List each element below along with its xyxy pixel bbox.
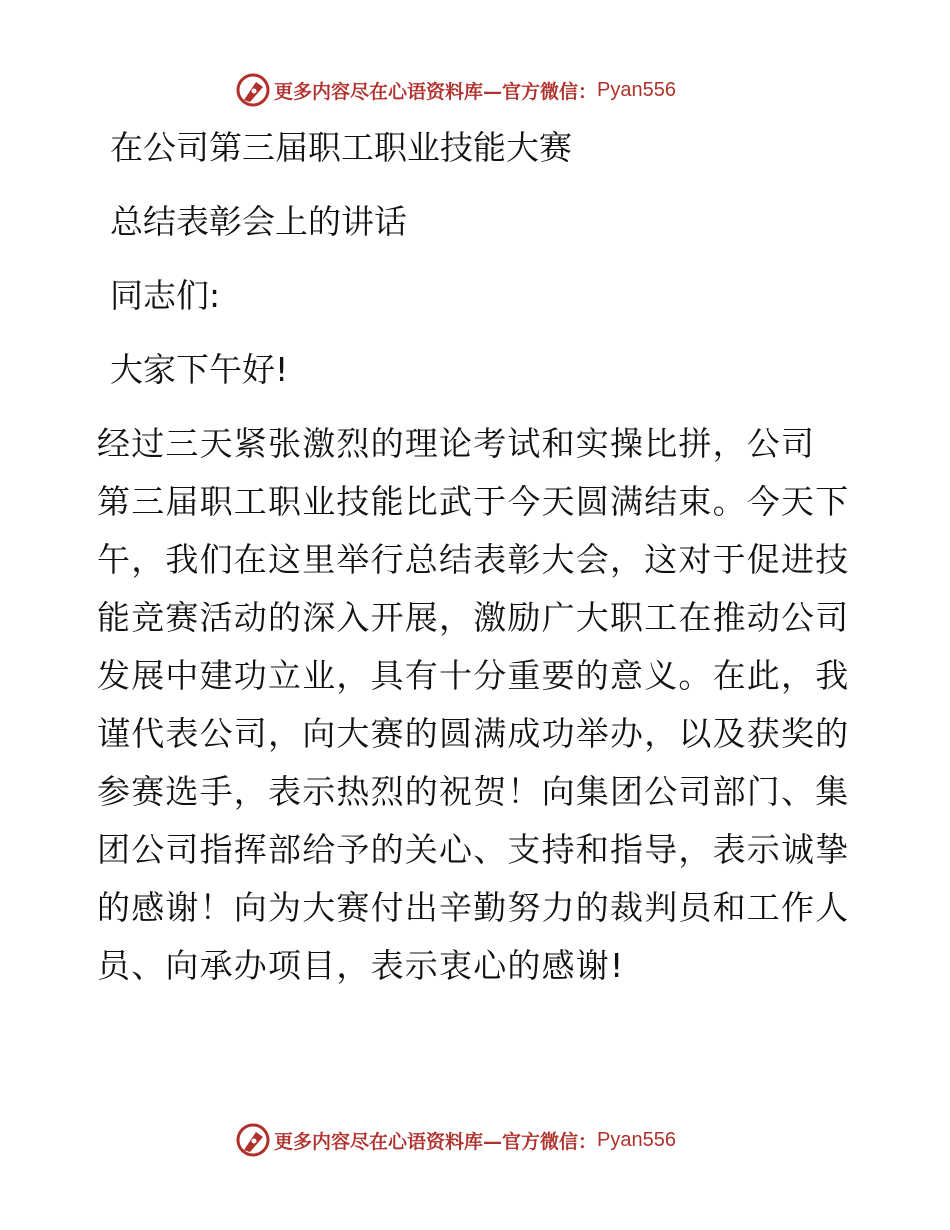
watermark-handle: Pyan556 xyxy=(597,78,676,101)
greeting: 大家下午好! xyxy=(110,350,289,389)
title-line-2: 总结表彰会上的讲话 xyxy=(110,202,407,241)
watermark-text: 更多内容尽在心语资料库—官方微信： xyxy=(274,80,598,103)
pen-nib-logo-icon xyxy=(236,1123,270,1157)
paragraph-line: 团公司指挥部给予的关心、支持和指导，表示诚挚 xyxy=(97,830,850,869)
pen-nib-logo-icon xyxy=(236,73,270,107)
title-line-1: 在公司第三届职工职业技能大赛 xyxy=(110,128,572,167)
paragraph-line: 参赛选手，表示热烈的祝贺！向集团公司部门、集 xyxy=(97,772,850,811)
paragraph-line: 谨代表公司，向大赛的圆满成功举办，以及获奖的 xyxy=(97,714,850,753)
watermark-text: 更多内容尽在心语资料库—官方微信： xyxy=(274,1130,598,1153)
paragraph-line: 的感谢！向为大赛付出辛勤努力的裁判员和工作人 xyxy=(97,888,850,927)
header-watermark xyxy=(236,72,676,108)
paragraph-line: 午，我们在这里举行总结表彰大会，这对于促进技 xyxy=(97,540,850,579)
watermark-handle: Pyan556 xyxy=(597,1128,676,1151)
paragraph-line: 能竞赛活动的深入开展，激励广大职工在推动公司 xyxy=(97,598,850,637)
footer-watermark xyxy=(236,1122,676,1158)
paragraph-line: 员、向承办项目，表示衷心的感谢! xyxy=(97,946,625,985)
paragraph-line: 第三届职工职业技能比武于今天圆满结束。今天下 xyxy=(97,482,850,521)
salutation: 同志们: xyxy=(110,276,221,315)
paragraph-line: 经过三天紧张激烈的理论考试和实操比拼，公司 xyxy=(97,424,816,463)
paragraph-line: 发展中建功立业，具有十分重要的意义。在此，我 xyxy=(97,656,850,695)
